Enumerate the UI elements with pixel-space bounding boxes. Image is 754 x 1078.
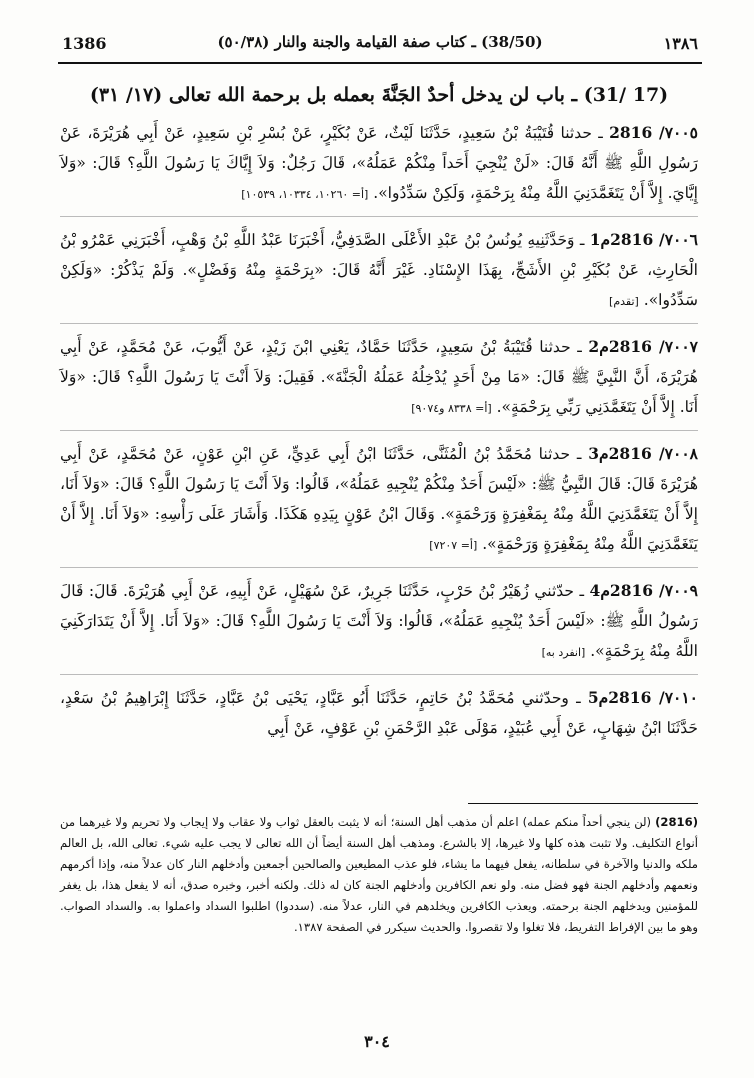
divider xyxy=(60,567,698,568)
running-header xyxy=(62,32,698,58)
hadith-text: ـ حدثنا قُتَيْبَةُ بْنُ سَعِيدٍ، حَدَّثَنَا لَيْثٌ، عَنْ بُكَيْرٍ، عَنْ بُسْرِ بْنِ سَعِيدٍ، عَنْ أَبِي هُرَيْرَةَ، عَنْ رَسُولِ اللَّهِ ﷺ أَنَّهُ قَالَ: «لَنْ يُنْجِيَ أَحَداً مِنْكُمْ عَمَلُهُ»، قَالَ رَجُلٌ: وَلاَ إِيَّاكَ يَا رَسُولَ اللَّهِ؟ قَالَ: «وَلاَ إِيَّايَ. إِلاَّ أَنْ يَتَغَمَّدَنِيَ اللَّهُ مِنْهُ بِرَحْمَةٍ، وَلَكِنْ سَدِّدُوا». xyxy=(60,124,698,202)
hadith-entry xyxy=(60,332,698,424)
hadith-text: ـ وَحَدَّثَنِيهِ يُونُسُ بْنُ عَبْدِ الأَعْلَى الصَّدَفِيُّ، أَخْبَرَنَا عَبْدُ اللَّهِ بْنُ وَهْبٍ، أَخْبَرَنِي عَمْرُو بْنُ الْحَارِثِ، عَنْ بُكَيْرِ بْنِ الأَشَجِّ، بِهَذَا الإِسْنَادِ. غَيْرَ أَنَّهُ قَالَ: «بِرَحْمَةٍ مِنْهُ وَفَضْلٍ». وَلَمْ يَذْكُرْ: «وَلَكِنْ سَدِّدُوا». xyxy=(60,231,698,309)
page-number-arabic: ١٣٨٦ xyxy=(663,34,698,53)
hadith-reference: [أ= ٨٣٣٨ و٩٠٧٤] xyxy=(411,402,492,415)
hadith-reference: [أ= ٧٢٠٧] xyxy=(429,539,478,552)
footnote xyxy=(60,812,698,938)
divider xyxy=(60,323,698,324)
hadith-body xyxy=(60,118,698,749)
hadith-entry xyxy=(60,118,698,210)
page-number: ٣٠٤ xyxy=(364,1032,390,1051)
hadith-entry xyxy=(60,683,698,743)
hadith-number: ٧٠١٠/ 2816م5 xyxy=(587,688,698,707)
hadith-number: ٧٠٠٧/ 2816م2 xyxy=(588,337,698,356)
hadith-entry xyxy=(60,576,698,668)
footnote-number: (2816) xyxy=(655,815,698,829)
divider xyxy=(60,674,698,675)
footnote-text: (لن ينجي أحداً منكم عمله) اعلم أن مذهب أهل السنة؛ أنه لا يثبت بالعقل ثواب ولا عقاب ولا إيجاب ولا تحريم ولا غيرهما من أنواع التكليف. ولا تثبت هذه كلها ولا غيرها، إلا بالشرع. ومذهب أهل السنة أيضاً أن الله تعالى لا يجب عليه شيء. تعالى الله، بل العالم ملكه والدنيا والآخرة في سلطانه، يفعل فيهما ما يشاء، فلو عذب المطيعين والصالحين أجمعين وأدخلهم النار كان عدلاً منه، وإذا أكرمهم ونعمهم وأدخلهم الجنة فهو فضل منه. ولو نعم الكافرين وأدخلهم الجنة كان له ذلك. ولكنه أخبر، وخبره صدق، أنه لا يفعل هذا، بل يغفر للمؤمنين ويدخلهم الجنة برحمته. ويعذب الكافرين ويخلدهم في النار، عدلاً منه. (سددوا) اطلبوا السداد واعملوا به. والسداد الصواب. وهو ما بين الإفراط التفريط، فلا تغلوا ولا تقصروا. والحديث سيكرر في الصفحة ١٣٨٧. xyxy=(60,815,698,934)
hadith-entry xyxy=(60,439,698,561)
chapter-title: (17 /31) ـ باب لن يدخل أحدٌ الجَنَّةَ بعمله بل برحمة الله تعالى (١٧/ ٣١) xyxy=(89,84,669,106)
running-title: (38/50) ـ كتاب صفة القيامة والجنة والنار (٥٠/٣٨) xyxy=(217,33,543,51)
hadith-number: ٧٠٠٦/ 2816م1 xyxy=(589,230,699,249)
hadith-reference: [انفرد به] xyxy=(541,646,586,659)
hadith-reference: [أ= ١٠٢٦٠، ١٠٣٣٤، ١٠٥٣٩] xyxy=(241,188,369,201)
hadith-text: ـ حدثنا مُحَمَّدُ بْنُ الْمُثَنَّى، حَدَّثَنَا ابْنُ أَبِي عَدِيٍّ، عَنِ ابْنِ عَوْنٍ، عَنْ مُحَمَّدٍ، عَنْ أَبِي هُرَيْرَةَ قَالَ: قَالَ النَّبِيُّ ﷺ: «لَيْسَ أَحَدٌ مِنْكُمْ يُنْجِيهِ عَمَلُهُ»، قَالُوا: وَلاَ أَنْتَ يَا رَسُولَ اللَّهِ؟ قَالَ: «وَلاَ أَنَا، إِلاَّ أَنْ يَتَغَمَّدَنِيَ اللَّهُ مِنْهُ بِمَغْفِرَةٍ وَرَحْمَةٍ». وَقَالَ ابْنُ عَوْنٍ بِيَدِهِ هَكَذَا. وَأَشَارَ عَلَى رَأْسِهِ: «وَلاَ أَنَا. إِلاَّ أَنْ يَتَغَمَّدَنِيَ اللَّهُ مِنْهُ بِمَغْفِرَةٍ وَرَحْمَةٍ». xyxy=(60,445,698,553)
hadith-text: ـ وحدّثني مُحَمَّدُ بْنُ حَاتِمٍ، حَدَّثَنَا أَبُو عَبَّادٍ، يَحْيَى بْنُ عَبَّادٍ، حَدَّثَنَا إِبْرَاهِيمُ بْنُ سَعْدٍ، حَدَّثَنَا ابْنُ شِهَابٍ، عَنْ أَبِي عُبَيْدٍ، مَوْلَى عَبْدِ الرَّحْمَنِ بْنِ عَوْفٍ، عَنْ أَبِي xyxy=(60,689,698,737)
header-rule xyxy=(58,62,702,64)
hadith-number: ٧٠٠٩/ 2816م4 xyxy=(589,581,698,600)
divider xyxy=(60,430,698,431)
page-number-latin: 1386 xyxy=(62,34,107,53)
hadith-number: ٧٠٠٥/ 2816 xyxy=(609,123,698,142)
hadith-text: ـ حدّثني زُهَيْرُ بْنُ حَرْبٍ، حَدَّثَنَا جَرِيرٌ، عَنْ سُهَيْلٍ، عَنْ أَبِيهِ، عَنْ أَبِي هُرَيْرَةَ. قَالَ: قَالَ رَسُولُ اللَّهِ ﷺ: «لَيْسَ أَحَدٌ يُنْجِيهِ عَمَلُهُ»، قَالُوا: وَلاَ أَنْتَ يَا رَسُولَ اللَّهِ؟ قَالَ: «وَلاَ أَنَا. إِلاَّ أَنْ يَتَدَارَكَنِيَ اللَّهُ مِنْهُ بِرَحْمَةٍ». xyxy=(60,582,698,660)
hadith-text: ـ حدثنا قُتَيْبَةُ بْنُ سَعِيدٍ، حَدَّثَنَا حَمَّادٌ، يَعْنِي ابْنَ زَيْدٍ، عَنْ أَيُّوبَ، عَنْ مُحَمَّدٍ، عَنْ أَبِي هُرَيْرَةَ، أَنَّ النَّبِيَّ ﷺ قَالَ: «مَا مِنْ أَحَدٍ يُدْخِلُهُ عَمَلُهُ الْجَنَّةَ». فَقِيلَ: وَلاَ أَنْتَ يَا رَسُولَ اللَّهِ؟ قَالَ: «وَلاَ أَنَا. إِلاَّ أَنْ يَتَغَمَّدَنِي رَبِّي بِرَحْمَةٍ». xyxy=(60,338,698,416)
divider xyxy=(60,216,698,217)
hadith-entry xyxy=(60,225,698,317)
hadith-number: ٧٠٠٨/ 2816م3 xyxy=(588,444,698,463)
hadith-reference: [تقدم] xyxy=(609,295,639,308)
footnote-rule xyxy=(468,803,698,804)
